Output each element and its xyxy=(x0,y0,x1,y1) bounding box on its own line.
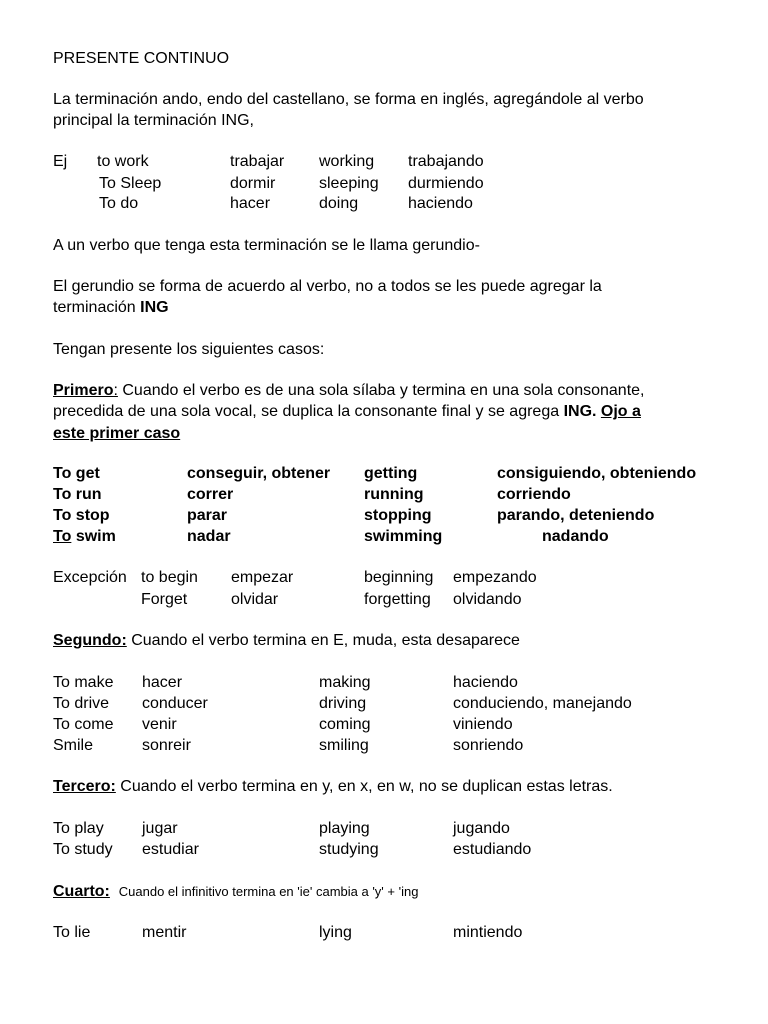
cases-intro: Tengan presente los siguientes casos: xyxy=(53,341,325,358)
examples-lead: Ej xyxy=(53,153,68,170)
example-gerund: working xyxy=(319,153,375,170)
primero-rule-line-2: precedida de una sola vocal, se duplica la consonante final y se agrega ING. Ojo a xyxy=(53,403,641,420)
intro-line-1: La terminación ando, endo del castellano, se forma en inglés, agregándole al verbo xyxy=(53,91,644,108)
gerundio-cell: mintiendo xyxy=(453,924,523,941)
example-gerundio: haciendo xyxy=(408,195,473,212)
gerund-cell: getting xyxy=(364,465,418,482)
gerund-cell: playing xyxy=(319,820,370,837)
verb-cell: Smile xyxy=(53,737,94,754)
gerund-cell: running xyxy=(364,486,424,503)
gerund-rule-line-2: terminación ING xyxy=(53,299,169,316)
verb-cell: To play xyxy=(53,820,104,837)
gerundio-cell: parando, deteniendo xyxy=(497,507,655,524)
example-spanish: hacer xyxy=(230,195,271,212)
example-gerund: doing xyxy=(319,195,359,212)
verb-cell: To make xyxy=(53,674,114,691)
verb-cell: To lie xyxy=(53,924,91,941)
gerund-cell: smiling xyxy=(319,737,369,754)
example-verb: To do xyxy=(99,195,139,212)
spanish-cell: jugar xyxy=(142,820,178,837)
verb-cell: to begin xyxy=(141,569,198,586)
gerundio-cell: nadando xyxy=(542,528,609,545)
gerundio-cell: viniendo xyxy=(453,716,513,733)
verb-cell: To drive xyxy=(53,695,110,712)
gerundio-cell: jugando xyxy=(453,820,510,837)
gerund-cell: swimming xyxy=(364,528,443,545)
gerundio-cell: haciendo xyxy=(453,674,518,691)
spanish-cell: conseguir, obtener xyxy=(187,465,331,482)
spanish-cell: olvidar xyxy=(231,591,279,608)
gerund-cell: studying xyxy=(319,841,379,858)
spanish-cell: empezar xyxy=(231,569,294,586)
example-gerundio: durmiendo xyxy=(408,175,484,192)
gerund-cell: coming xyxy=(319,716,371,733)
segundo-label: Segundo: xyxy=(53,632,127,649)
spanish-cell: conducer xyxy=(142,695,208,712)
gerundio-cell: corriendo xyxy=(497,486,571,503)
spanish-cell: hacer xyxy=(142,674,183,691)
cuarto-rule: Cuarto: Cuando el infinitivo termina en 'ie' cambia a 'y' + 'ing xyxy=(53,883,419,900)
gerund-cell: forgetting xyxy=(364,591,431,608)
gerundio-cell: empezando xyxy=(453,569,537,586)
verb-cell: To get xyxy=(53,465,100,482)
example-verb: To Sleep xyxy=(99,175,162,192)
gerundio-cell: estudiando xyxy=(453,841,532,858)
spanish-cell: parar xyxy=(187,507,228,524)
gerundio-cell: consiguiendo, obteniendo xyxy=(497,465,697,482)
segundo-rule: Segundo: Cuando el verbo termina en E, muda, esta desaparece xyxy=(53,632,520,649)
verb-cell: To run xyxy=(53,486,102,503)
warning-text: Ojo a xyxy=(600,403,641,420)
gerund-note: A un verbo que tenga esta terminación se le llama gerundio- xyxy=(53,237,480,254)
verb-cell: To stop xyxy=(53,507,110,524)
verb-cell: To swim xyxy=(53,528,116,545)
gerundio-cell: sonriendo xyxy=(453,737,524,754)
gerund-cell: lying xyxy=(319,924,352,941)
verb-cell: To come xyxy=(53,716,114,733)
primero-label: Primero xyxy=(53,382,114,399)
spanish-cell: nadar xyxy=(187,528,231,545)
verb-cell: To study xyxy=(53,841,113,858)
page-title: PRESENTE CONTINUO xyxy=(53,50,230,67)
verb-cell: Forget xyxy=(141,591,188,608)
ing-emphasis: ING xyxy=(140,299,169,316)
example-verb: to work xyxy=(97,153,149,170)
primero-rule-line-1: Primero: Cuando el verbo es de una sola sílaba y termina en una sola consonante, xyxy=(53,382,645,399)
gerundio-cell: conduciendo, manejando xyxy=(453,695,632,712)
gerund-cell: beginning xyxy=(364,569,434,586)
tercero-label: Tercero: xyxy=(53,778,116,795)
gerund-cell: stopping xyxy=(364,507,432,524)
spanish-cell: estudiar xyxy=(142,841,199,858)
spanish-cell: correr xyxy=(187,486,234,503)
example-gerundio: trabajando xyxy=(408,153,484,170)
excepcion-label: Excepción xyxy=(53,569,127,586)
gerund-cell: making xyxy=(319,674,371,691)
example-spanish: dormir xyxy=(230,175,276,192)
example-gerund: sleeping xyxy=(319,175,379,192)
cuarto-label: Cuarto: xyxy=(53,883,110,900)
tercero-rule: Tercero: Cuando el verbo termina en y, en x, en w, no se duplican estas letras. xyxy=(53,778,613,795)
intro-line-2: principal la terminación ING, xyxy=(53,112,254,129)
gerundio-cell: olvidando xyxy=(453,591,522,608)
spanish-cell: mentir xyxy=(142,924,187,941)
spanish-cell: sonreir xyxy=(142,737,191,754)
spanish-cell: venir xyxy=(142,716,177,733)
gerund-cell: driving xyxy=(319,695,367,712)
warning-text: este primer caso xyxy=(53,425,181,442)
gerund-rule-line-1: El gerundio se forma de acuerdo al verbo, no a todos se les puede agregar la xyxy=(53,278,602,295)
example-spanish: trabajar xyxy=(230,153,285,170)
